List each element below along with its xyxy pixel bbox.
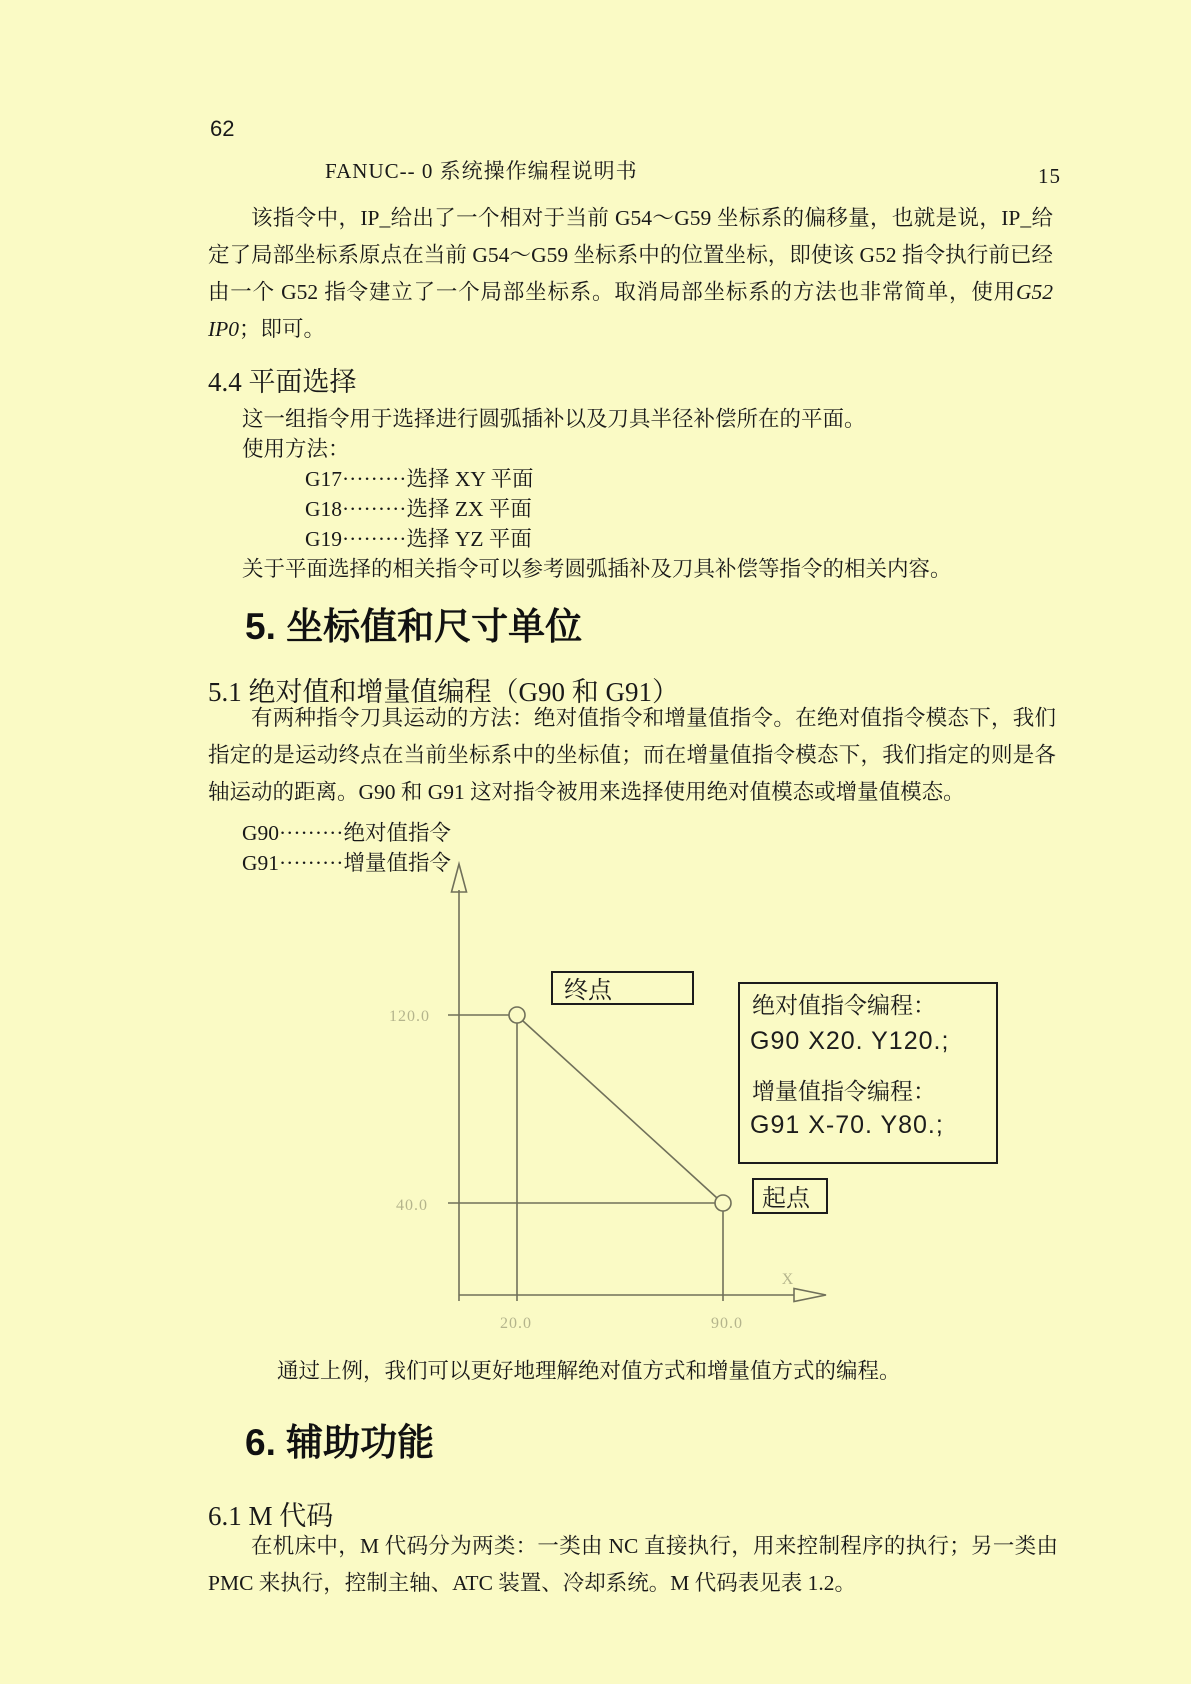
incremental-programming-code: G91 X-70. Y80.;	[750, 1111, 944, 1139]
end-point-marker	[509, 1007, 525, 1023]
start-point-label: 起点	[762, 1186, 810, 1212]
y-axis-arrow-icon	[452, 864, 467, 892]
g90-line: G90·········绝对值指令	[242, 821, 451, 845]
start-point-marker	[715, 1195, 731, 1211]
x-axis-end-tick-label: 20.0	[500, 1315, 532, 1332]
plane-select-intro: 这一组指令用于选择进行圆弧插补以及刀具半径补偿所在的平面。	[242, 407, 866, 431]
g18-item: G18·········选择 ZX 平面	[305, 497, 532, 521]
paragraph-g52-text: 该指令中，IP_给出了一个相对于当前 G54～G59 坐标系的偏移量，也就是说，IP_给定了局部坐标系原点在当前 G54～G59 坐标系中的位置坐标，即使该 G52 指令执行前已经由一个 G52 指令建立了一个局部坐标系。取消局部坐标系的方法也非常简单，使用	[208, 206, 1053, 304]
usage-label: 使用方法：	[242, 437, 350, 461]
heading-4-4: 4.4 平面选择	[208, 367, 357, 397]
g19-item: G19·········选择 YZ 平面	[305, 527, 532, 551]
end-point-label: 终点	[564, 978, 612, 1004]
heading-6-1: 6.1 M 代码	[208, 1501, 334, 1531]
paragraph-g52	[208, 200, 1053, 348]
heading-5: 5. 坐标值和尺寸单位	[245, 606, 583, 647]
x-axis-arrow-icon	[794, 1289, 826, 1302]
g17-item: G17·········选择 XY 平面	[305, 467, 534, 491]
paragraph-6-1: 在机床中，M 代码分为两类：一类由 NC 直接执行，用来控制程序的执行；另一类由 PMC 来执行，控制主轴、ATC 装置、冷却系统。M 代码表见表 1.2。	[208, 1534, 1058, 1595]
y-axis-end-tick-label: 120.0	[389, 1008, 430, 1025]
y-axis-start-tick-label: 40.0	[396, 1197, 428, 1214]
absolute-programming-title: 绝对值指令编程：	[752, 993, 936, 1018]
tool-path-line	[523, 1021, 717, 1198]
plane-select-note: 关于平面选择的相关指令可以参考圆弧插补及刀具补偿等指令的相关内容。	[242, 557, 952, 581]
incremental-programming-title: 增量值指令编程：	[752, 1079, 936, 1104]
heading-5-1: 5.1 绝对值和增量值编程（G90 和 G91）	[208, 677, 679, 707]
g52-ip0-code: G52 IP0	[208, 280, 1053, 341]
paragraph-5-1: 有两种指令刀具运动的方法：绝对值指令和增量值指令。在绝对值指令模态下，我们指定的是运动终点在当前坐标系中的坐标值；而在增量值指令模态下，我们指定的则是各轴运动的距离。G90 和 G91 这对指令被用来选择使用绝对值模态或增量值模态。	[208, 706, 1056, 804]
heading-6: 6. 辅助功能	[245, 1422, 435, 1463]
absolute-programming-code: G90 X20. Y120.;	[750, 1027, 950, 1055]
diagram-caption: 通过上例，我们可以更好地理解绝对值方式和增量值方式的编程。	[277, 1359, 901, 1383]
x-axis-start-tick-label: 90.0	[711, 1315, 743, 1332]
page-number-left: 62	[210, 116, 235, 141]
coordinate-diagram	[0, 860, 1191, 1340]
paragraph-g52-tail: ；即可。	[239, 317, 326, 341]
x-axis-label: X	[781, 1271, 795, 1288]
page-number-right: 15	[1038, 164, 1061, 188]
header-title: FANUC-- 0 系统操作编程说明书	[325, 159, 638, 183]
g91-line: G91·········增量值指令	[242, 851, 451, 875]
